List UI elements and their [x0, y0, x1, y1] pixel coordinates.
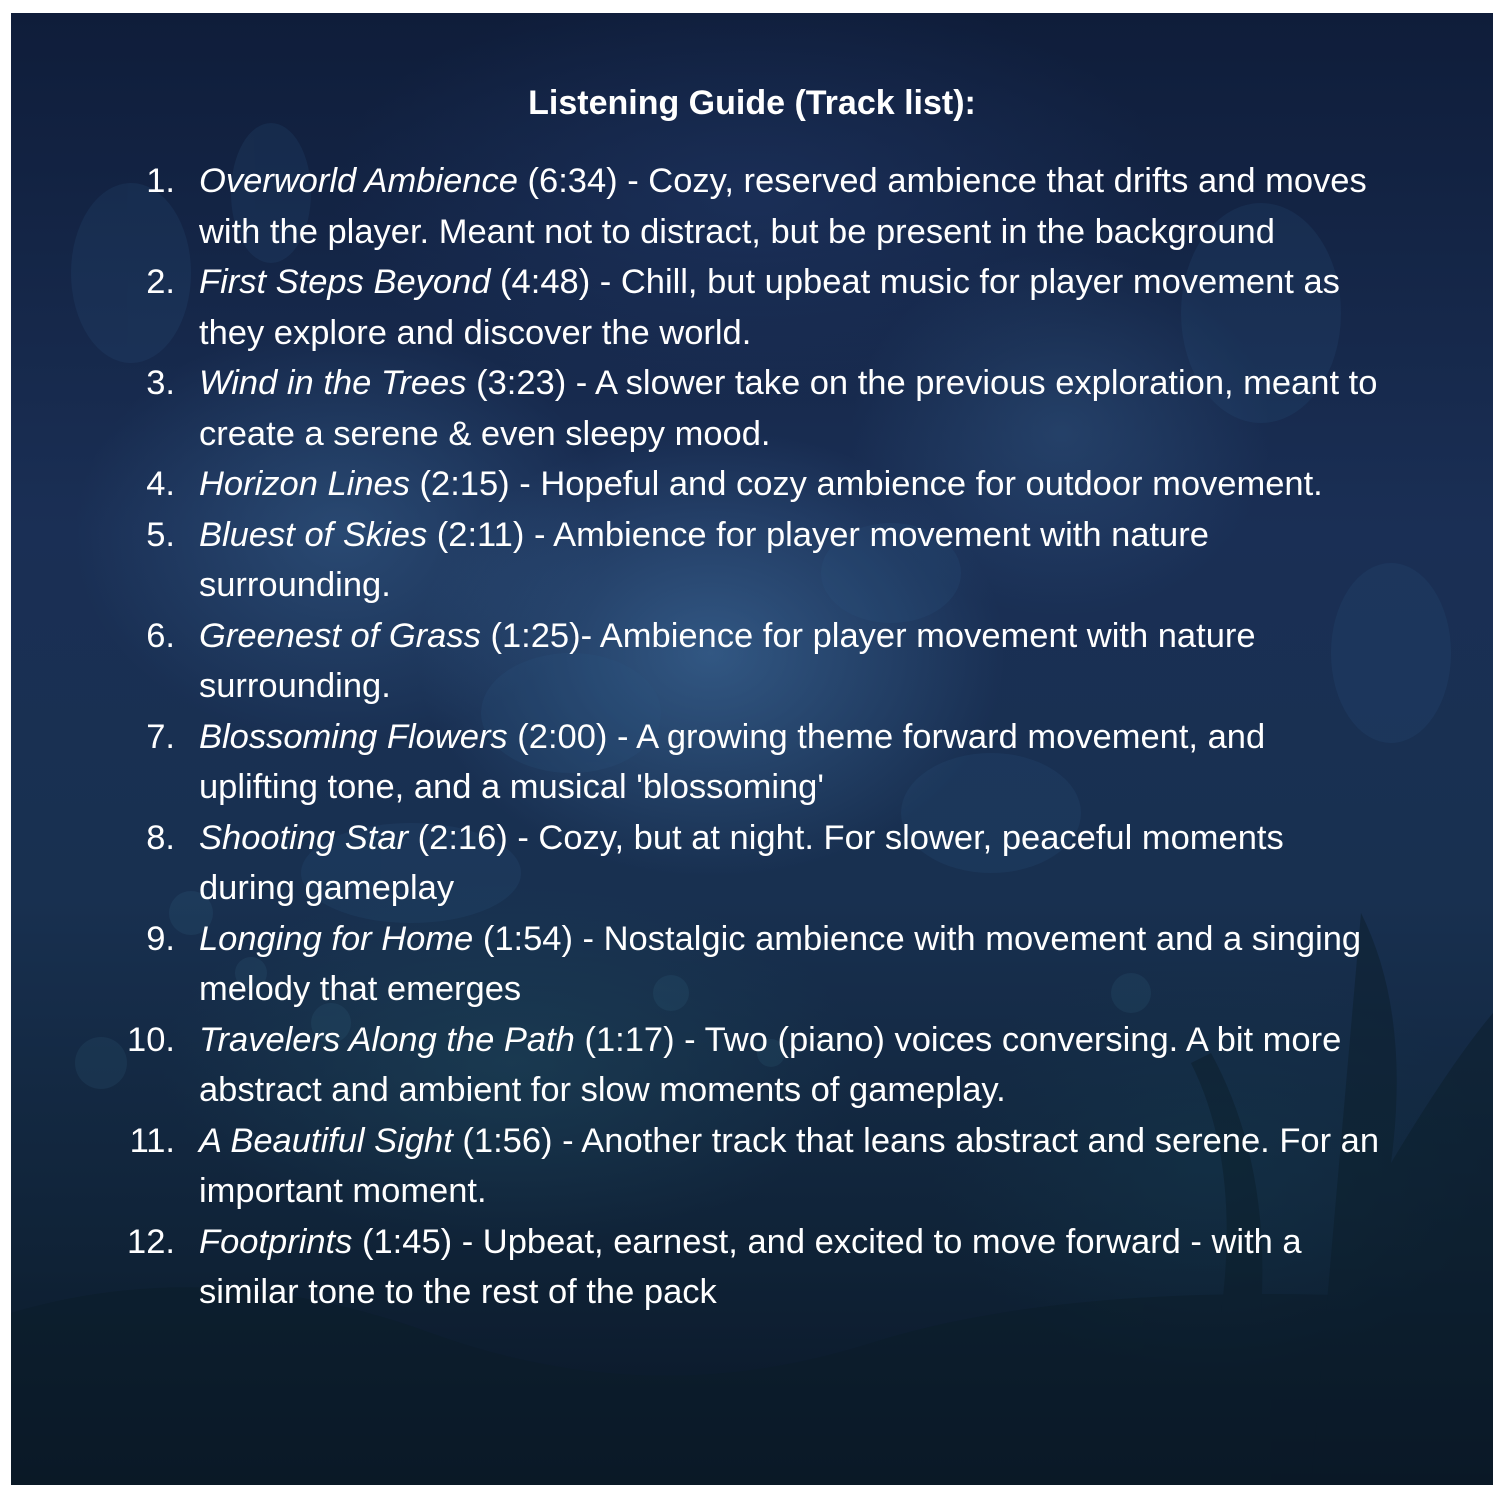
- track-details: (1:17) - Two (piano) voices conversing. A bit more abstract and ambient for slow moments of gameplay.: [199, 1020, 1342, 1109]
- track-item: [127, 1015, 1389, 1116]
- track-title: Longing for Home: [199, 919, 474, 958]
- track-number: 10.: [127, 1020, 175, 1059]
- track-list: [127, 156, 1389, 1318]
- track-details: (1:54) - Nostalgic ambience with movement and a singing melody that emerges: [199, 919, 1362, 1008]
- track-number: 12.: [127, 1222, 175, 1261]
- track-number: 7.: [146, 717, 175, 756]
- track-item: [146, 156, 1389, 257]
- track-title: Blossoming Flowers: [199, 717, 508, 756]
- track-title: Horizon Lines: [199, 465, 410, 503]
- track-title: Greenest of Grass: [199, 616, 481, 655]
- track-details: (4:48) - Chill, but upbeat music for player movement as they explore and discover the world.: [199, 263, 1340, 352]
- track-number: 8.: [146, 818, 175, 857]
- track-details: (6:34) - Cozy, reserved ambience that drifts and moves with the player. Meant not to distract, but be present in the background: [199, 162, 1367, 251]
- track-number: 3.: [146, 364, 175, 402]
- track-item: [146, 712, 1389, 813]
- track-details: (3:23) - A slower take on the previous exploration, meant to create a serene & even sleepy mood.: [199, 364, 1378, 453]
- track-number: 11.: [129, 1121, 175, 1160]
- track-item: [146, 257, 1389, 358]
- track-item: [146, 459, 1389, 510]
- track-number: 1.: [146, 162, 175, 200]
- track-title: Wind in the Trees: [199, 364, 467, 402]
- track-title: Travelers Along the Path: [199, 1020, 575, 1059]
- track-number: 9.: [146, 919, 175, 958]
- track-number: 2.: [146, 263, 175, 301]
- track-number: 6.: [146, 616, 175, 655]
- track-details: (1:45) - Upbeat, earnest, and excited to move forward - with a similar tone to the rest of the pack: [199, 1222, 1302, 1311]
- track-title: Shooting Star: [199, 818, 409, 857]
- track-details: (2:11) - Ambience for player movement with nature surrounding.: [199, 515, 1209, 604]
- track-details: (1:56) - Another track that leans abstract and serene. For an important moment.: [199, 1121, 1380, 1210]
- track-title: Bluest of Skies: [199, 515, 428, 554]
- background-panel: [11, 13, 1493, 1485]
- track-details: (1:25)- Ambience for player movement with nature surrounding.: [199, 616, 1256, 705]
- track-details: (2:15) - Hopeful and cozy ambience for outdoor movement.: [409, 465, 1323, 503]
- track-item: [146, 358, 1389, 459]
- track-title: A Beautiful Sight: [199, 1121, 453, 1160]
- track-title: Overworld Ambience: [199, 162, 518, 200]
- track-item: [146, 510, 1389, 611]
- track-details: (2:00) - A growing theme forward movement, and uplifting tone, and a musical 'blossoming': [199, 717, 1266, 806]
- track-number: 5.: [146, 515, 175, 554]
- listening-guide-heading: Listening Guide (Track list):: [528, 84, 976, 122]
- track-number: 4.: [146, 465, 175, 503]
- track-item: [146, 611, 1389, 712]
- track-details: (2:16) - Cozy, but at night. For slower, peaceful moments during gameplay: [199, 818, 1284, 907]
- track-item: [146, 813, 1389, 914]
- track-title: First Steps Beyond: [199, 263, 491, 301]
- track-item: [146, 914, 1389, 1015]
- track-title: Footprints: [199, 1222, 353, 1261]
- track-item: [129, 1116, 1389, 1217]
- track-item: [127, 1217, 1389, 1318]
